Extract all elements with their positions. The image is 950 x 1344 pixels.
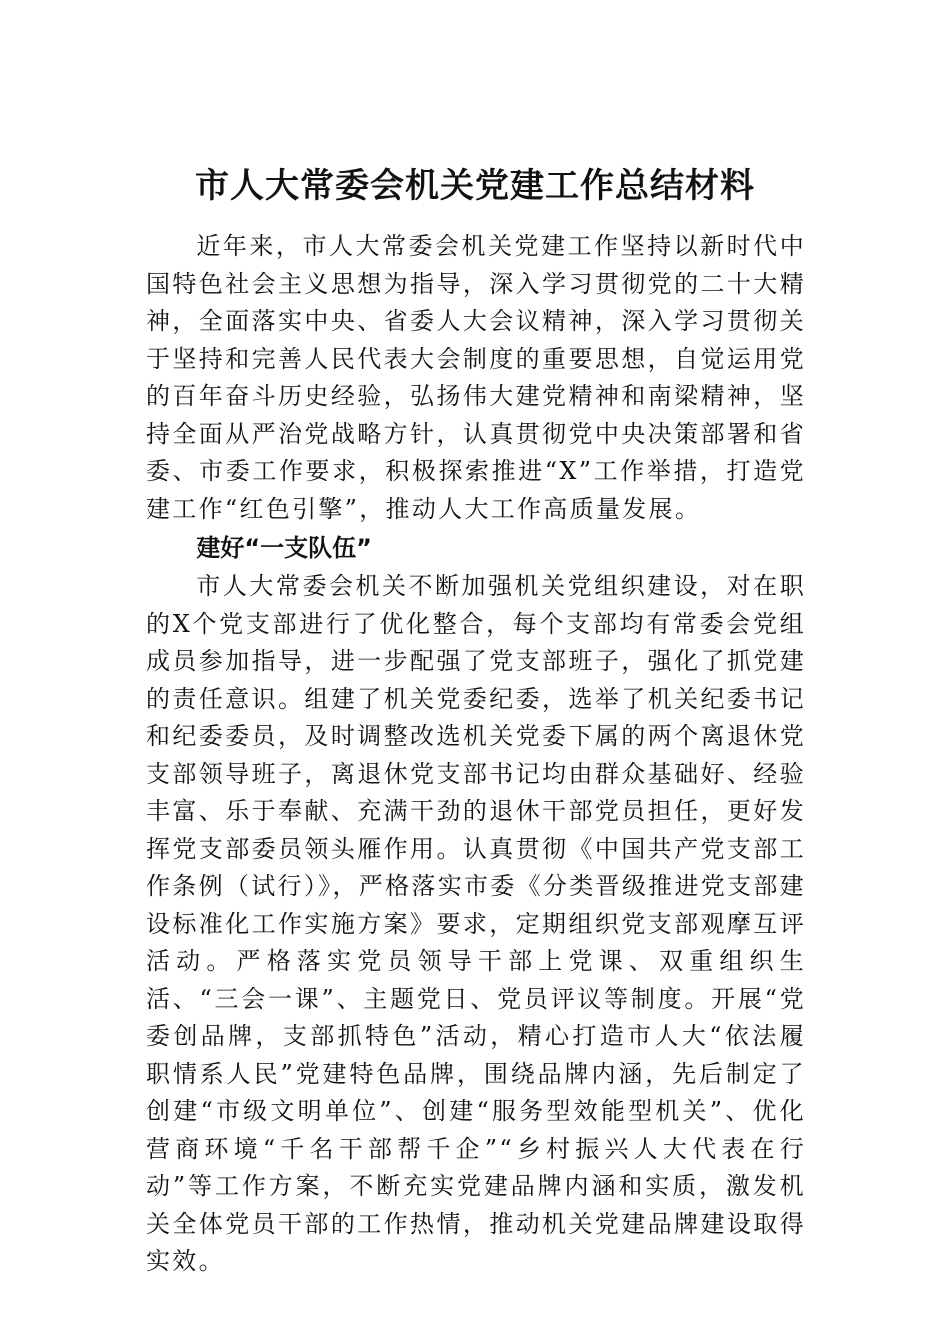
section-heading: 建好“一支队伍”	[196, 534, 372, 562]
document-title: 市人大常委会机关党建工作总结材料	[195, 166, 755, 206]
section-paragraph: 市人大常委会机关不断加强机关党组织建设，对在职的X个党支部进行了优化整合，每个支部均有常委会党组成员参加指导，进一步配强了党支部班子，强化了抓党建的责任意识。组建了机关党委纪委，选举了机关纪委书记和纪委委员，及时调整改选机关党委下属的两个离退休党支部领导班子，离退休党支部书记均由群众基础好、经验丰富、乐于奉献、充满干劲的退休干部党员担任，更好发挥党支部委员领头雁作用。认真贯彻《中国共产党支部工作条例（试行）》，严格落实市委《分类晋级推进党支部建设标准化工作实施方案》要求，定期组织党支部观摩互评活动。严格落实党员领导干部上党课、双重组织生活、“三会一课”、主题党日、党员评议等制度。开展“党委创品牌，支部抓特色”活动，精心打造市人大“依法履职情系人民”党建特色品牌，围绕品牌内涵，先后制定了创建“市级文明单位”、创建“服务型效能型机关”、优化营商环境“千名干部帮千企”“乡村振兴人大代表在行动”等工作方案，不断充实党建品牌内涵和实质，激发机关全体党员干部的工作热情，推动机关党建品牌建设取得实效。	[146, 572, 806, 1275]
intro-paragraph: 近年来，市人大常委会机关党建工作坚持以新时代中国特色社会主义思想为指导，深入学习贯彻党的二十大精神，全面落实中央、省委人大会议精神，深入学习贯彻关于坚持和完善人民代表大会制度的重要思想，自觉运用党的百年奋斗历史经验，弘扬伟大建党精神和南梁精神，坚持全面从严治党战略方针，认真贯彻党中央决策部署和省委、市委工作要求，积极探索推进“X”工作举措，打造党建工作“红色引擎”，推动人大工作高质量发展。	[146, 232, 806, 523]
